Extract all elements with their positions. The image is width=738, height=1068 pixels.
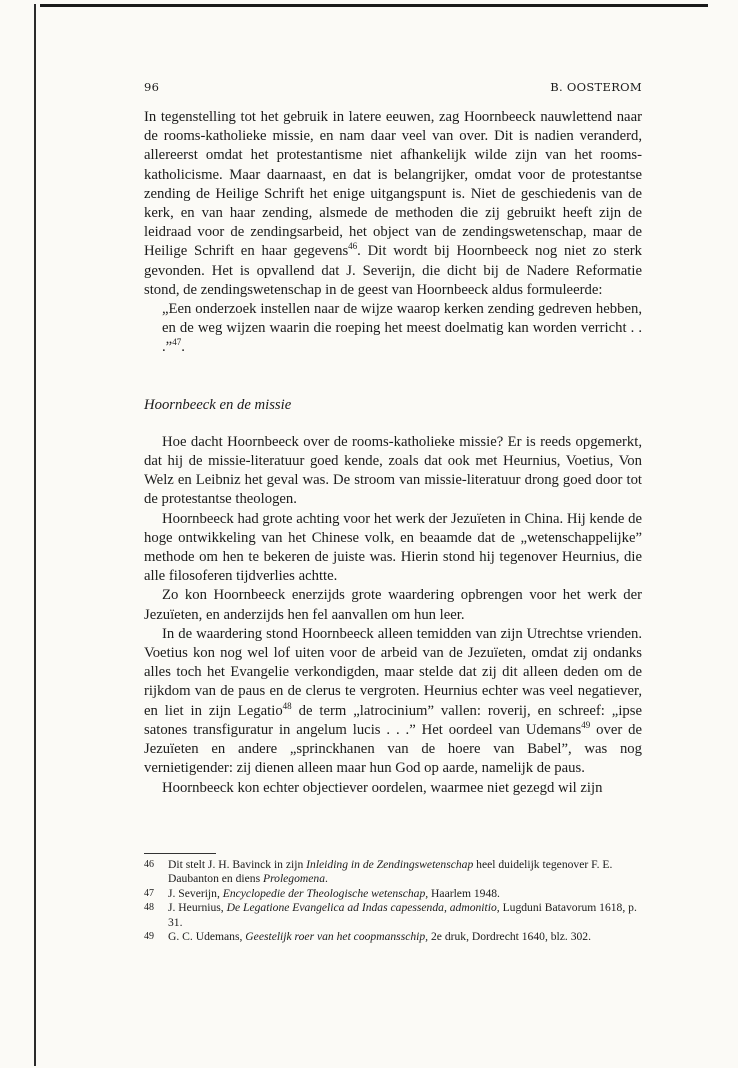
section-heading: Hoornbeeck en de missie	[144, 396, 292, 413]
paragraph: Hoornbeeck kon echter objectiever oordelen, waarmee niet gezegd wil zijn	[162, 779, 603, 796]
running-author: B. OOSTEROM	[550, 80, 642, 94]
footnote: 49 G. C. Udemans, Geestelijk roer van het coopmansschip, 2e druk, Dordrecht 1640, blz. 302.	[144, 930, 591, 944]
paragraph: In tegenstelling tot het gebruik in latere eeuwen, zag Hoornbeeck nauwlettend naar de rooms-katholieke missie, en nam daar veel van over. Dit is nadien veranderd, allereerst omdat het protestantisme niet afhankelijk wilde zijn van het rooms-katholicisme. Maar daarnaast, en dat is belangrijker, omdat voor de protestantse zending de Heilige Schrift het enige uitgangspunt is. Niet de geschiedenis van de kerk, en van haar zending, alsmede de methoden die zij gebruikt heeft zijn de leidraad voor de zendingsarbeid, het object van de zendingswetenschap, maar de Heilige Schrift en haar gegevens$^{46}$. Dit wordt bij Hoornbeeck nog niet zo sterk gevonden. Het is opvallend dat J. Severijn, die dicht bij de Nadere Reformatie stond, de zendingswetenschap in de geest van Hoornbeeck aldus formuleerde:	[144, 109, 642, 298]
page-number: 96	[144, 80, 160, 94]
paragraph: In de waardering stond Hoornbeeck alleen temidden van zijn Utrechtse vrienden. Voetius kon nog wel lof uiten voor de arbeid van de Jezuïeten, omdat zij ondanks alles toch het Evangelie verkondigden, maar stelde dat zij dit alleen deden om de rijkdom van de paus en de clerus te vergroten. Heurnius echter was veel negatiever, en liet in zijn Legatio$^{48}$ de term „latrocinium” vallen: roverij, en schreef: „ipse satones transfiguratur in angelum lucis . . .” Het oordeel van Udemans$^{49}$ over de Jezuïeten en andere „sprinckhanen van de hoere van Babel”, was nog vernietigender: zij dienen alleen maar hun God op aarde, namelijk de paus.	[144, 625, 643, 777]
block-quote: „Een onderzoek instellen naar de wijze waarop kerken zending gedreven hebben, en de weg wijzen waarin die roeping het meest doelmatig kan worden verricht . . .”$^{47}$.	[162, 301, 642, 356]
footnote: 46 Dit stelt J. H. Bavinck in zijn Inleiding in de Zendingswetenschap heel duidelijk tegenover F. E. Daubanton en diens Prolegomena.	[144, 858, 613, 886]
paragraph: Zo kon Hoornbeeck enerzijds grote waardering opbrengen voor het werk der Jezuïeten, en anderzijds hen fel aanvallen om hun leer.	[144, 587, 642, 623]
footnotes	[144, 858, 642, 944]
footnote-ref: 49	[581, 719, 591, 730]
footnote-ref: 47	[172, 337, 182, 348]
top-border	[40, 4, 708, 7]
left-border	[34, 4, 36, 1066]
paragraph: Hoe dacht Hoornbeeck over de rooms-katholieke missie? Er is reeds opgemerkt, dat hij de missie-literatuur goed kende, zoals dat ook met Heurnius, Voetius, Von Welz en Leibniz het geval was. De stroom van missie-literatuur drong goed door tot de protestantse theologen.	[144, 433, 642, 508]
footnote-ref: 46	[348, 241, 358, 252]
paragraph: Hoornbeeck had grote achting voor het werk der Jezuïeten in China. Hij kende de hoge ontwikkeling van het Chinese volk, en beaamde dat de „wetenschappelijke” methode om hen te bekeren de juiste was. Hierin stond hij tegenover Heurnius, die alle filosoferen tijdverlies achtte.	[144, 510, 642, 585]
running-header	[144, 80, 642, 94]
footnote-divider	[144, 853, 216, 854]
body-text	[144, 108, 642, 798]
footnote: 48 J. Heurnius, De Legatione Evangelica ad Indas capessenda, admonitio, Lugduni Batavorum 1618, p. 31.	[144, 901, 637, 929]
footnote: 47 J. Severijn, Encyclopedie der Theologische wetenschap, Haarlem 1948.	[144, 886, 500, 900]
footnote-ref: 48	[282, 700, 292, 711]
